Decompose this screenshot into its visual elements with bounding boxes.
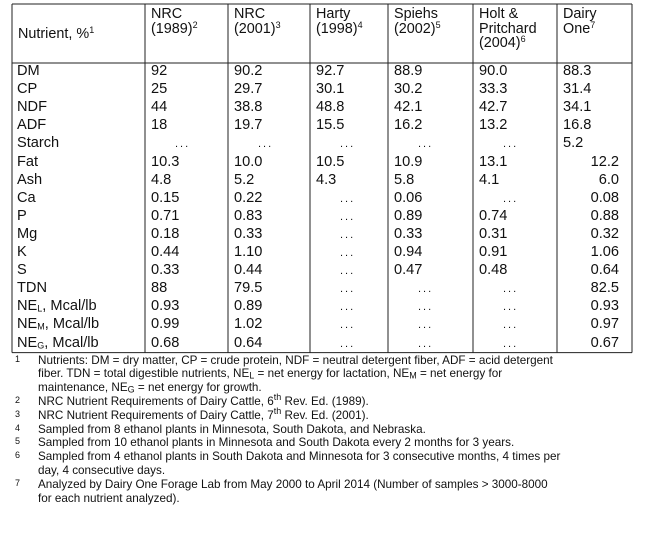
column-header-text: Dairy bbox=[563, 6, 597, 22]
column-header-footnote-ref: 5 bbox=[435, 19, 441, 30]
missing-value-cell: ... bbox=[340, 319, 356, 332]
value-cell: 15.5 bbox=[316, 117, 345, 134]
footnote bbox=[0, 423, 647, 437]
column-header-line bbox=[394, 7, 441, 22]
row-label: P bbox=[17, 207, 27, 224]
column-header-text: Pritchard bbox=[479, 20, 537, 37]
value-cell: 13.2 bbox=[479, 117, 508, 134]
column-header-text: NRC bbox=[151, 6, 183, 22]
value-cell: 0.67 bbox=[590, 334, 619, 351]
footnote-text: Sampled from 8 ethanol plants in Minnesota, South Dakota, and Nebraska. bbox=[38, 422, 426, 436]
value-cell: 16.2 bbox=[394, 117, 423, 134]
missing-value-cell: ... bbox=[503, 337, 519, 350]
value-cell: 0.68 bbox=[151, 334, 180, 351]
value-cell: 0.47 bbox=[394, 262, 423, 279]
value-cell: 82.5 bbox=[590, 280, 619, 297]
value-cell: 4.1 bbox=[479, 171, 500, 188]
column-header-line bbox=[316, 19, 363, 37]
value-cell: 4.8 bbox=[151, 171, 172, 188]
value-cell: 10.3 bbox=[151, 153, 180, 170]
missing-value-cell: ... bbox=[503, 138, 519, 151]
value-cell: 0.64 bbox=[590, 262, 619, 279]
column-header-line bbox=[479, 7, 537, 22]
missing-value-cell: ... bbox=[340, 283, 356, 296]
value-cell: 48.8 bbox=[316, 99, 345, 116]
missing-value-cell: ... bbox=[418, 337, 434, 350]
value-cell: 88.3 bbox=[563, 63, 592, 79]
column-header-footnote-ref: 3 bbox=[275, 19, 281, 30]
missing-value-cell: ... bbox=[418, 283, 434, 296]
column-header-text: (2004) bbox=[479, 35, 521, 51]
value-cell: 42.1 bbox=[394, 99, 423, 116]
missing-value-cell: ... bbox=[340, 337, 356, 350]
value-cell: 0.64 bbox=[234, 334, 263, 351]
value-cell: 30.1 bbox=[316, 81, 345, 98]
footnote-text: Analyzed by Dairy One Forage Lab from May 2000 to April 2014 (Number of samples > 3000-8000 for each nutrient analyzed). bbox=[38, 477, 548, 505]
value-cell: 90.2 bbox=[234, 63, 263, 79]
column-header-text: (2002) bbox=[394, 20, 436, 37]
row-label: Mg bbox=[17, 225, 38, 242]
value-cell: 79.5 bbox=[234, 280, 263, 297]
missing-value-cell: ... bbox=[503, 319, 519, 332]
footnote-number: 4 bbox=[15, 422, 21, 433]
column-header-line bbox=[479, 36, 537, 51]
value-cell: 0.89 bbox=[394, 207, 423, 224]
footnote bbox=[0, 478, 647, 506]
value-cell: 0.32 bbox=[590, 225, 619, 242]
value-cell: 5.8 bbox=[394, 171, 415, 188]
row-label: TDN bbox=[17, 280, 47, 297]
row-label: CP bbox=[17, 81, 38, 98]
missing-value-cell: ... bbox=[340, 301, 356, 314]
value-cell: 0.33 bbox=[234, 225, 263, 242]
value-cell: 0.08 bbox=[590, 189, 619, 206]
column-header-line bbox=[234, 7, 281, 22]
column-header-text: (1989) bbox=[151, 20, 193, 37]
value-cell: 31.4 bbox=[563, 81, 592, 98]
value-cell: 29.7 bbox=[234, 81, 263, 98]
row-label: Ash bbox=[17, 171, 43, 188]
value-cell: 0.93 bbox=[590, 298, 619, 315]
column-header-text: (1998) bbox=[316, 20, 358, 37]
row-label: Fat bbox=[17, 153, 39, 170]
missing-value-cell: ... bbox=[340, 228, 356, 241]
footnote-number: 6 bbox=[15, 450, 21, 461]
value-cell: 0.33 bbox=[151, 262, 180, 279]
footnote-text: Sampled from 4 ethanol plants in South Dakota and Minnesota for 3 consecutive months, 4 times per day, 4 consecutive days. bbox=[38, 450, 561, 477]
column-header-footnote-ref: 4 bbox=[357, 19, 363, 30]
footnote-text: Sampled from 10 ethanol plants in Minnesota and South Dakota every 2 months for 3 years. bbox=[38, 436, 515, 450]
row-label: Starch bbox=[17, 135, 60, 152]
value-cell: 0.44 bbox=[151, 244, 180, 260]
value-cell: 10.5 bbox=[316, 153, 345, 170]
footnote-text: NRC Nutrient Requirements of Dairy Cattle, 7th Rev. Ed. (2001). bbox=[38, 405, 369, 422]
value-cell: 0.06 bbox=[394, 189, 423, 206]
nutrient-column-header: Nutrient, %$^1$ bbox=[18, 25, 95, 42]
value-cell: 0.48 bbox=[479, 262, 508, 279]
missing-value-cell: ... bbox=[503, 301, 519, 314]
missing-value-cell: ... bbox=[418, 138, 434, 151]
missing-value-cell: ... bbox=[175, 138, 191, 151]
value-cell: 1.06 bbox=[590, 244, 619, 260]
value-cell: 25 bbox=[151, 81, 168, 98]
column-header-text: Harty bbox=[316, 6, 351, 22]
value-cell: 18 bbox=[151, 117, 168, 134]
value-cell: 12.2 bbox=[590, 153, 619, 170]
column-header-text: NRC bbox=[234, 6, 266, 22]
value-cell: 0.71 bbox=[151, 207, 180, 224]
column-header-line bbox=[151, 19, 198, 37]
value-cell: 92.7 bbox=[316, 63, 345, 79]
missing-value-cell: ... bbox=[340, 192, 356, 205]
column-header bbox=[234, 7, 281, 36]
column-header-line bbox=[479, 22, 537, 37]
value-cell: 1.02 bbox=[234, 316, 263, 333]
footnote bbox=[0, 436, 647, 450]
column-header-text: Spiehs bbox=[394, 6, 439, 22]
column-header-line bbox=[316, 7, 363, 22]
row-label: ADF bbox=[17, 117, 47, 134]
column-header-line bbox=[234, 19, 281, 37]
value-cell: 0.94 bbox=[394, 244, 423, 260]
value-cell: 0.91 bbox=[479, 244, 508, 260]
column-header bbox=[479, 7, 537, 51]
row-label: $NE_M$, Mcal/lb bbox=[17, 316, 100, 333]
footnote bbox=[0, 405, 647, 423]
footnote-number: 2 bbox=[15, 395, 21, 405]
value-cell: 19.7 bbox=[234, 117, 263, 134]
missing-value-cell: ... bbox=[340, 247, 356, 259]
value-cell: 92 bbox=[151, 63, 168, 79]
missing-value-cell: ... bbox=[503, 283, 519, 296]
value-cell: 34.1 bbox=[563, 99, 592, 116]
missing-value-cell: ... bbox=[503, 192, 519, 205]
value-cell: 0.74 bbox=[479, 207, 508, 224]
value-cell: 0.44 bbox=[234, 262, 263, 279]
missing-value-cell: ... bbox=[418, 301, 434, 314]
value-cell: 0.99 bbox=[151, 316, 180, 333]
value-cell: 0.31 bbox=[479, 225, 508, 242]
missing-value-cell: ... bbox=[418, 319, 434, 332]
value-cell: 88.9 bbox=[394, 63, 423, 79]
value-cell: 88 bbox=[151, 280, 168, 297]
value-cell: 6.0 bbox=[598, 171, 619, 188]
value-cell: 0.93 bbox=[151, 298, 180, 315]
value-cell: 0.18 bbox=[151, 225, 180, 242]
row-label: S bbox=[17, 262, 27, 279]
value-cell: 0.88 bbox=[590, 207, 619, 224]
value-cell: 5.2 bbox=[563, 135, 584, 152]
value-cell: 44 bbox=[151, 99, 168, 116]
row-label: DM bbox=[17, 63, 40, 79]
value-cell: 0.22 bbox=[234, 189, 263, 206]
missing-value-cell: ... bbox=[340, 138, 356, 151]
value-cell: 0.15 bbox=[151, 189, 180, 206]
column-header-text: One bbox=[563, 20, 591, 37]
value-cell: 10.0 bbox=[234, 153, 263, 170]
value-cell: 38.8 bbox=[234, 99, 263, 116]
value-cell: 0.83 bbox=[234, 207, 263, 224]
footnote-number: 1 bbox=[15, 353, 21, 364]
value-cell: 90.0 bbox=[479, 63, 508, 79]
value-cell: 0.97 bbox=[590, 316, 619, 333]
value-cell: 16.8 bbox=[563, 117, 592, 134]
footnote-text: Nutrients: DM = dry matter, CP = crude protein, NDF = neutral detergent fiber, ADF = acid detergent fiber. TDN = total digestible nutrients, $NE_L$ = net energy for lactation, $NE_M$ = net energy for maintenance, $NE_G$ = net energy for growth. bbox=[38, 353, 553, 395]
column-header-footnote-ref: 6 bbox=[520, 34, 526, 45]
value-cell: 5.2 bbox=[234, 171, 255, 188]
column-header-line bbox=[151, 7, 198, 22]
row-label: $NE_L$, Mcal/lb bbox=[17, 298, 97, 315]
missing-value-cell: ... bbox=[340, 210, 356, 223]
row-label: $NE_G$, Mcal/lb bbox=[17, 334, 99, 351]
missing-value-cell: ... bbox=[258, 138, 274, 151]
footnote bbox=[0, 450, 647, 478]
footnote-number: 5 bbox=[15, 436, 21, 447]
footnote bbox=[0, 354, 647, 395]
column-header-text: (2001) bbox=[234, 20, 276, 37]
value-cell: 10.9 bbox=[394, 153, 423, 170]
value-cell: 33.3 bbox=[479, 81, 508, 98]
value-cell: 30.2 bbox=[394, 81, 423, 98]
column-header-footnote-ref: 7 bbox=[590, 19, 596, 30]
column-header-footnote-ref: 2 bbox=[192, 19, 198, 30]
value-cell: 42.7 bbox=[479, 99, 508, 116]
footnote bbox=[0, 392, 647, 409]
row-label: K bbox=[17, 244, 27, 260]
value-cell: 0.89 bbox=[234, 298, 263, 315]
column-header-line bbox=[563, 19, 597, 37]
column-header-text: Holt & bbox=[479, 6, 519, 22]
column-header bbox=[394, 7, 441, 36]
row-label: Ca bbox=[17, 189, 36, 206]
column-header bbox=[316, 7, 363, 36]
column-header bbox=[563, 7, 597, 36]
column-header bbox=[151, 7, 198, 36]
value-cell: 13.1 bbox=[479, 153, 508, 170]
value-cell: 0.33 bbox=[394, 225, 423, 242]
footnote-text: NRC Nutrient Requirements of Dairy Cattle, 6th Rev. Ed. (1989). bbox=[38, 392, 369, 408]
column-header-line bbox=[394, 19, 441, 37]
value-cell: 4.3 bbox=[316, 171, 337, 188]
row-label: NDF bbox=[17, 99, 47, 116]
footnote-number: 3 bbox=[15, 408, 21, 419]
missing-value-cell: ... bbox=[340, 265, 356, 278]
footnote-number: 7 bbox=[15, 477, 21, 488]
value-cell: 1.10 bbox=[234, 244, 263, 260]
